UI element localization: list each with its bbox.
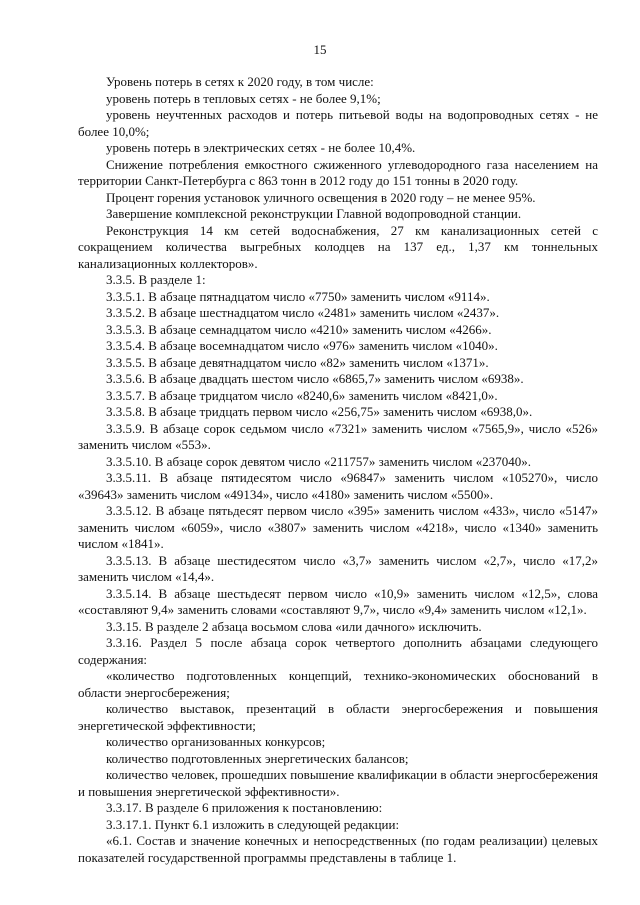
paragraph: уровень неучтенных расходов и потерь питьевой воды на водопроводных сетях - не более 10,0%;: [78, 107, 598, 139]
paragraph: Уровень потерь в сетях к 2020 году, в том числе:: [106, 74, 374, 89]
paragraph: Снижение потребления емкостного сжиженного углеводородного газа населением на территории Санкт-Петербурга с 863 тонн в 2012 году до 151 тонны в 2020 году.: [78, 156, 598, 188]
paragraph: 3.3.5.3. В абзаце семнадцатом число «4210» заменить числом «4266».: [106, 321, 492, 337]
paragraph: 3.3.5. В разделе 1:: [106, 272, 206, 287]
paragraph: 3.3.5.5. В абзаце девятнадцатом число «82» заменить числом «1371».: [106, 354, 489, 370]
paragraph: 3.3.5.4. В абзаце восемнадцатом число «976» заменить числом «1040».: [106, 338, 498, 353]
paragraph: 3.3.5.13. В абзаце шестидесятом число «3,7» заменить числом «2,7», число «17,2» заменить числом «14,4».: [78, 552, 598, 584]
paragraph: «6.1. Состав и значение конечных и непосредственных (по годам реализации) целевых показателей государственной программы представлены в таблице 1.: [78, 833, 598, 865]
paragraph: количество организованных конкурсов;: [106, 734, 326, 749]
paragraph: Завершение комплексной реконструкции Главной водопроводной станции.: [106, 206, 522, 221]
paragraph: 3.3.5.11. В абзаце пятидесятом число «96847» заменить числом «105270», число «39643» заменить числом «49134», число «4180» заменить числом «5500».: [78, 470, 598, 502]
paragraph: 3.3.17. В разделе 6 приложения к постановлению:: [106, 800, 383, 815]
paragraph: количество человек, прошедших повышение квалификации в области энергосбережения и повышения энергетической эффективности».: [78, 767, 598, 799]
paragraph: 3.3.5.1. В абзаце пятнадцатом число «7750» заменить числом «9114».: [106, 288, 490, 304]
paragraph: 3.3.17.1. Пункт 6.1 изложить в следующей редакции:: [106, 816, 400, 832]
document-body: [78, 74, 598, 866]
paragraph: Процент горения установок уличного освещения в 2020 году – не менее 95%.: [106, 189, 536, 205]
paragraph: 3.3.5.8. В абзаце тридцать первом число «256,75» заменить числом «6938,0».: [106, 404, 533, 419]
paragraph: «количество подготовленных концепций, технико-экономических обоснований в области энергосбережения;: [78, 668, 598, 700]
paragraph: 3.3.15. В разделе 2 абзаца восьмом слова «или дачного» исключить.: [106, 618, 482, 634]
paragraph: 3.3.16. Раздел 5 после абзаца сорок четвертого дополнить абзацами следующего содержания:: [78, 635, 598, 667]
paragraph: количество выставок, презентаций в области энергосбережения и повышения энергетической эффективности;: [78, 701, 598, 733]
paragraph: 3.3.5.12. В абзаце пятьдесят первом число «395» заменить числом «433», число «5147» заменить числом «6059», число «3807» заменить числом «4218», число «1340» заменить числом «1841».: [78, 503, 598, 551]
paragraph: 3.3.5.7. В абзаце тридцатом число «8240,6» заменить числом «8421,0».: [106, 387, 498, 403]
paragraph: количество подготовленных энергетических балансов;: [106, 750, 409, 766]
paragraph: Реконструкция 14 км сетей водоснабжения, 27 км канализационных сетей с сокращением количества выгребных колодцев на 137 ед., 1,37 км тоннельных канализационных коллекторов».: [78, 222, 598, 271]
paragraph: 3.3.5.14. В абзаце шестьдесят первом число «10,9» заменить числом «12,5», слова «составляют 9,4» заменить словами «составляют 9,7», число «9,4» заменить числом «12,1».: [78, 585, 598, 617]
paragraph: уровень потерь в электрических сетях - не более 10,4%.: [106, 140, 416, 155]
paragraph: 3.3.5.9. В абзаце сорок седьмом число «7321» заменить числом «7565,9», число «526» заменить числом «553».: [78, 420, 598, 452]
paragraph: 3.3.5.6. В абзаце двадцать шестом число «6865,7» заменить числом «6938».: [106, 371, 524, 386]
page-number: 15: [313, 42, 327, 57]
paragraph: 3.3.5.2. В абзаце шестнадцатом число «2481» заменить числом «2437».: [106, 305, 500, 320]
paragraph: уровень потерь в тепловых сетях - не более 9,1%;: [106, 90, 381, 106]
paragraph: 3.3.5.10. В абзаце сорок девятом число «211757» заменить числом «237040».: [106, 453, 532, 469]
